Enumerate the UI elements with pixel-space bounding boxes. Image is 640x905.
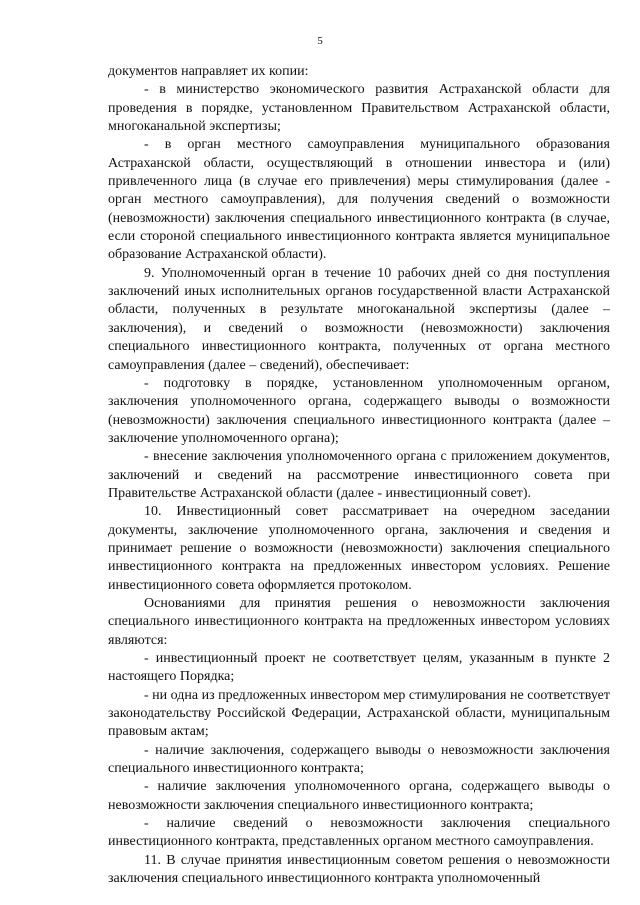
document-body	[108, 63, 610, 888]
paragraph-ground-local-info: - наличие сведений о невозможности заключения специального инвестиционного контракта, представленных органом местного самоуправления.	[108, 816, 610, 850]
paragraph-bullet-ministry: - в министерство экономического развития Астраханской области для проведения в порядке, установленном Правительством Астраханской области, многоканальной экспертизы;	[108, 82, 610, 135]
paragraph-item-9: 9. Уполномоченный орган в течение 10 рабочих дней со дня поступления заключений иных исполнительных органов государственной власти Астраханской области, полученных в результате многоканальной экспертизы (далее – заключения), и сведений о возможности (невозможности) заключения специального инвестиционного контракта, полученных от органа местного самоуправления (далее – сведений), обеспечивает:	[108, 265, 610, 373]
paragraph-bullet-local-authority: - в орган местного самоуправления муниципального образования Астраханской области, осуществляющий в отношении инвестора и (или) привлеченного лица (в случае его привлечения) меры стимулирования (далее - орган местного самоуправления), для получения сведений о возможности (невозможности) заключения специального инвестиционного контракта (в случае, если стороной специального инвестиционного контракта является муниципальное образование Астраханской области).	[108, 137, 610, 263]
paragraph-item-10: 10. Инвестиционный совет рассматривает на очередном заседании документы, заключение уполномоченного органа, заключения и сведения и принимает решение о возможности (невозможности) заключения специального инвестиционного контракта на предложенных инвестором условиях. Решение инвестиционного совета оформляется протоколом.	[108, 504, 610, 593]
paragraph-grounds-intro: Основаниями для принятия решения о невозможности заключения специального инвестиционного контракта на предложенных инвестором условиях являются:	[108, 595, 610, 648]
paragraph-ground-conclusion: - наличие заключения, содержащего выводы о невозможности заключения специального инвестиционного контракта;	[108, 742, 610, 777]
paragraph-ground-authority-conclusion: - наличие заключения уполномоченного органа, содержащего выводы о невозможности заключения специального инвестиционного контракта;	[108, 779, 610, 813]
paragraph-item-11: 11. В случае принятия инвестиционным советом решения о невозможности заключения специального инвестиционного контракта уполномоченный	[108, 852, 610, 887]
page-number: 5	[317, 35, 323, 47]
paragraph-bullet-submission: - внесение заключения уполномоченного органа с приложением документов, заключений и сведений на рассмотрение инвестиционного совета при Правительстве Астраханской области (далее - инвестиционный совет).	[108, 449, 610, 501]
paragraph-ground-legislation: - ни одна из предложенных инвестором мер стимулирования не соответствует законодательству Российской Федерации, Астраханской области, муниципальным правовым актам;	[108, 687, 610, 740]
paragraph-bullet-preparation: - подготовку в порядке, установленном уполномоченным органом, заключения уполномоченного органа, содержащего выводы о возможности (невозможности) заключения специального инвестиционного контракта (далее – заключение уполномоченного органа);	[108, 375, 610, 446]
paragraph-ground-goals: - инвестиционный проект не соответствует целям, указанным в пункте 2 настоящего Порядка;	[108, 651, 610, 685]
paragraph-continuation: документов направляет их копии:	[108, 64, 309, 79]
